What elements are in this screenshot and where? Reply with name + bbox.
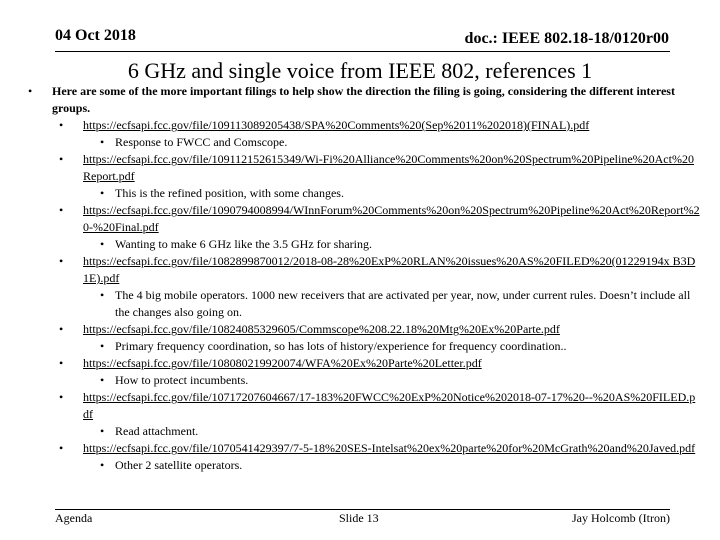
bullet-icon: •: [59, 254, 64, 268]
bullet-icon: •: [59, 322, 64, 336]
filing-note: Read attachment.: [115, 424, 199, 438]
filing-link[interactable]: https://ecfsapi.fcc.gov/file/108080219920074/WFA%20Ex%20Parte%20Letter.pdf: [83, 356, 482, 370]
bullet-icon: •: [59, 118, 64, 132]
filing-link[interactable]: https://ecfsapi.fcc.gov/file/109113089205438/SPA%20Comments%20(Sep%2011%202018)(FINAL).pdf: [83, 118, 590, 132]
filing-note: Response to FWCC and Comscope.: [115, 135, 288, 149]
filing-note: Primary frequency coordination, so has lots of history/experience for frequency coordination..: [115, 339, 567, 353]
filing-note: Wanting to make 6 GHz like the 3.5 GHz for sharing.: [115, 237, 372, 251]
bullet-icon: •: [59, 203, 64, 217]
bullet-icon: •: [100, 424, 105, 438]
header-date: 04 Oct 2018: [55, 27, 136, 44]
bullet-icon: •: [100, 288, 105, 302]
bullet-icon: •: [59, 441, 64, 455]
filing-item: [28, 253, 700, 321]
bullet-icon: •: [59, 390, 64, 404]
slide-number: Slide 13: [339, 511, 379, 525]
filing-note: How to protect incumbents.: [115, 373, 249, 387]
bullet-icon: •: [100, 373, 105, 387]
filing-link[interactable]: https://ecfsapi.fcc.gov/file/1082899870012/2018-08-28%20ExP%20RLAN%20issues%20AS%20FILED%20(01229194x B3D1E).pdf: [83, 254, 696, 285]
filings-list: [28, 117, 700, 474]
header-doc-id: doc.: IEEE 802.18-18/0120r00: [464, 30, 669, 47]
filing-item: [28, 321, 700, 355]
bullet-icon: •: [59, 356, 64, 370]
filing-link[interactable]: https://ecfsapi.fcc.gov/file/1070541429397/7-5-18%20SES-Intelsat%20ex%20parte%20for%20McGrath%20and%20Javed.pdf: [83, 441, 696, 455]
intro-text: Here are some of the more important filings to help show the direction the filing is going, considering the different interest groups.: [52, 84, 675, 115]
slide-body: [28, 83, 700, 474]
filing-link[interactable]: https://ecfsapi.fcc.gov/file/10824085329605/Commscope%208.22.18%20Mtg%20Ex%20Parte.pdf: [83, 322, 560, 336]
filing-link[interactable]: https://ecfsapi.fcc.gov/file/10911215261534​9/Wi-Fi%20Alliance%20Comments%20on%20Spectrum%20Pipeline%20Act%20Report.pdf: [83, 152, 694, 183]
bullet-icon: •: [100, 186, 105, 200]
filing-item: [28, 355, 700, 389]
slide-title: 6 GHz and single voice from IEEE 802, references 1: [127, 58, 593, 83]
filing-item: [28, 440, 700, 474]
footer-divider: [55, 509, 670, 510]
bullet-icon: •: [59, 152, 64, 166]
bullet-icon: •: [100, 135, 105, 149]
filing-item: [28, 202, 700, 253]
footer-author: Jay Holcomb (Itron): [572, 511, 670, 525]
bullet-icon: •: [28, 84, 33, 98]
filing-note: Other 2 satellite operators.: [115, 458, 243, 472]
intro-bullet: [28, 83, 700, 117]
bullet-icon: •: [100, 458, 105, 472]
filing-link[interactable]: https://ecfsapi.fcc.gov/file/1090794008994/WInnForum%20Comments%20on%20Spectrum%20Pipeline%20Act%20Report%20-%20Final.pdf: [83, 203, 700, 234]
filing-item: [28, 151, 700, 202]
bullet-icon: •: [100, 237, 105, 251]
filing-note: The 4 big mobile operators. 1000 new receivers that are activated per year, now, under current rules. Doesn’t include all the changes also going on.: [115, 288, 691, 319]
header-divider: [55, 51, 670, 52]
bullet-icon: •: [100, 339, 105, 353]
footer-agenda: Agenda: [55, 511, 93, 525]
filing-item: [28, 389, 700, 440]
filing-link[interactable]: https://ecfsapi.fcc.gov/file/10717207604667/17-183%20FWCC%20ExP%20Notice%202018-07-17%20--%20AS%20FILED.pdf: [83, 390, 696, 421]
filing-note: This is the refined position, with some changes.: [115, 186, 344, 200]
filing-item: [28, 117, 700, 151]
